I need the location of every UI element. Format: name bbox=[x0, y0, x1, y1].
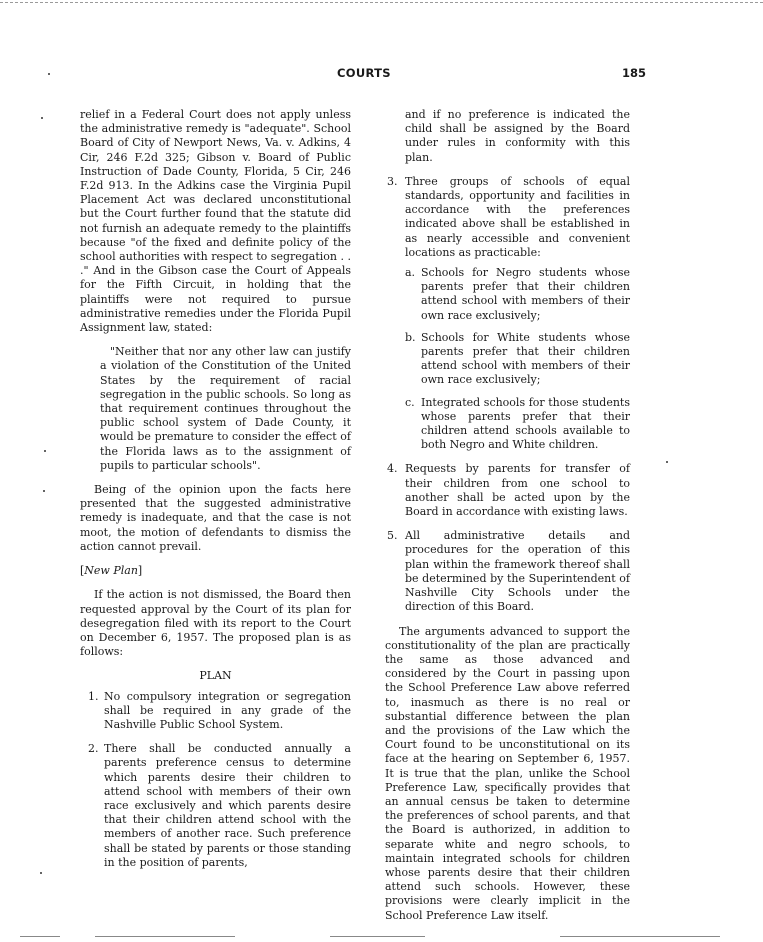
scan-bottom-mark bbox=[20, 936, 60, 937]
scan-speck bbox=[41, 117, 43, 119]
plan-item-continuation: and if no preference is indicated the child shall be assigned by the Board under rules in conformity with this plan. bbox=[405, 108, 630, 164]
plan-subitem-letter: c. bbox=[405, 395, 415, 409]
plan-sublist bbox=[405, 266, 630, 452]
plan-item-text: No compulsory integration or segregation shall be required in any grade of the Nashville Public School System. bbox=[104, 689, 351, 731]
scan-top-border bbox=[0, 2, 763, 3]
plan-item-text: Requests by parents for transfer of their children from one school to another shall be acted upon by the Board in accordance with existing laws. bbox=[405, 462, 630, 519]
plan-subitem bbox=[405, 396, 630, 453]
scan-speck bbox=[666, 461, 668, 463]
body-paragraph: relief in a Federal Court does not apply unless the administrative remedy is "adequate". School Board of City of Newport News, Va. v. Adkins, 4 Cir, 246 F.2d 325; Gibson v. Board of Public Instruction of Dade County, Florida, 5 Cir, 246 F.2d 913. In the Adkins case the Virginia Pupil Placement Act was declared unconstitutional but the Court further found that the statute did not furnish an adequate remedy to the plaintiffs because "of the fixed and definite policy of the school authorities with respect to segregation . . ." And in the Gibson case the Court of Appeals for the Fifth Circuit, in holding that the plaintiffs were not required to pursue administrative remedies under the Florida Pupil Assignment law, stated: bbox=[80, 108, 351, 335]
plan-item-number: 1. bbox=[88, 689, 99, 703]
plan-subitem bbox=[405, 266, 630, 323]
plan-item bbox=[80, 690, 351, 733]
plan-list bbox=[385, 175, 630, 615]
plan-subitem-text: Integrated schools for those students whose parents prefer that their children attend schools available to both Negro and White children. bbox=[421, 395, 630, 452]
right-column bbox=[385, 108, 630, 933]
plan-item-number: 5. bbox=[387, 529, 398, 543]
plan-item bbox=[385, 462, 630, 519]
plan-item-text: All administrative details and procedures for the operation of this plan within the framework thereof shall be determined by the Superintendent of Nashville City Schools under the direction of this Board. bbox=[405, 529, 630, 614]
plan-subitem-letter: a. bbox=[405, 266, 416, 280]
plan-item bbox=[385, 529, 630, 614]
page-number: 185 bbox=[622, 66, 647, 80]
heading-text: New Plan bbox=[84, 564, 138, 578]
plan-heading: PLAN bbox=[199, 669, 232, 683]
heading-bracket-open: [ bbox=[80, 564, 85, 578]
plan-subitem-text: Schools for Negro students whose parents prefer that their children attend school with members of their own race exclusively; bbox=[421, 266, 630, 322]
heading-bracket-close: ] bbox=[137, 564, 143, 578]
scan-bottom-mark bbox=[95, 936, 235, 937]
scan-speck bbox=[43, 490, 45, 492]
plan-item-number: 4. bbox=[387, 462, 398, 476]
plan-item-text: There shall be conducted annually a parents preference census to determine which parents desire their children to attend school with members of their own race exclusively and which parents desire that their children attend school with the members of another race. Such preference shall be stated by parents or those standing in the position of parents, bbox=[104, 742, 351, 869]
plan-item-number: 3. bbox=[387, 174, 398, 188]
plan-item-number: 2. bbox=[88, 742, 99, 756]
scan-speck bbox=[40, 872, 42, 874]
running-head bbox=[0, 66, 763, 80]
scan-speck bbox=[44, 450, 46, 452]
section-heading bbox=[80, 564, 351, 578]
scan-bottom-mark bbox=[560, 936, 720, 937]
plan-subitem-letter: b. bbox=[405, 330, 416, 344]
body-paragraph: Being of the opinion upon the facts here presented that the suggested administrative remedy is inadequate, and that the case is not moot, the motion of defendants to dismiss the action cannot prevail. bbox=[80, 483, 351, 553]
plan-item bbox=[385, 175, 630, 453]
plan-subitem bbox=[405, 331, 630, 388]
plan-list bbox=[80, 690, 351, 870]
block-quote: "Neither that nor any other law can justify a violation of the Constitution of the United States by the requirement of racial segregation in the public schools. So long as that requirement continues throughout the public school system of Dade County, it would be premature to consider the effect of the Florida laws as to the assignment of pupils to particular schools". bbox=[100, 345, 351, 472]
plan-subitem-text: Schools for White students whose parents prefer that their children attend school with members of their own race exclusively; bbox=[421, 330, 630, 387]
running-head-title: COURTS bbox=[337, 66, 391, 80]
scan-bottom-mark bbox=[330, 936, 425, 937]
left-column bbox=[80, 108, 351, 880]
plan-item-text: Three groups of schools of equal standards, opportunity and facilities in accordance with the preferences indicated above shall be established in as nearly accessible and convenient locations as practicable: bbox=[405, 174, 630, 259]
body-paragraph: The arguments advanced to support the constitutionality of the plan are practically the same as those advanced and considered by the Court in passing upon the School Preference Law above referred to, inasmuch as there is no real or substantial difference between the plan and the provisions of the Law which the Court found to be unconstitutional on its face at the hearing on September 6, 1957. It is true that the plan, unlike the School Preference Law, specifically provides that an annual census be taken to determine the preferences of school parents, and that the Board is authorized, in addition to separate white and negro schools, to maintain integrated schools for children whose parents desire that their children attend such schools. However, these provisions were clearly implicit in the School Preference Law itself. bbox=[385, 624, 630, 922]
body-paragraph: If the action is not dismissed, the Board then requested approval by the Court of its plan for desegregation filed with its report to the Court on December 6, 1957. The proposed plan is as follows: bbox=[80, 588, 351, 659]
plan-item bbox=[80, 742, 351, 870]
